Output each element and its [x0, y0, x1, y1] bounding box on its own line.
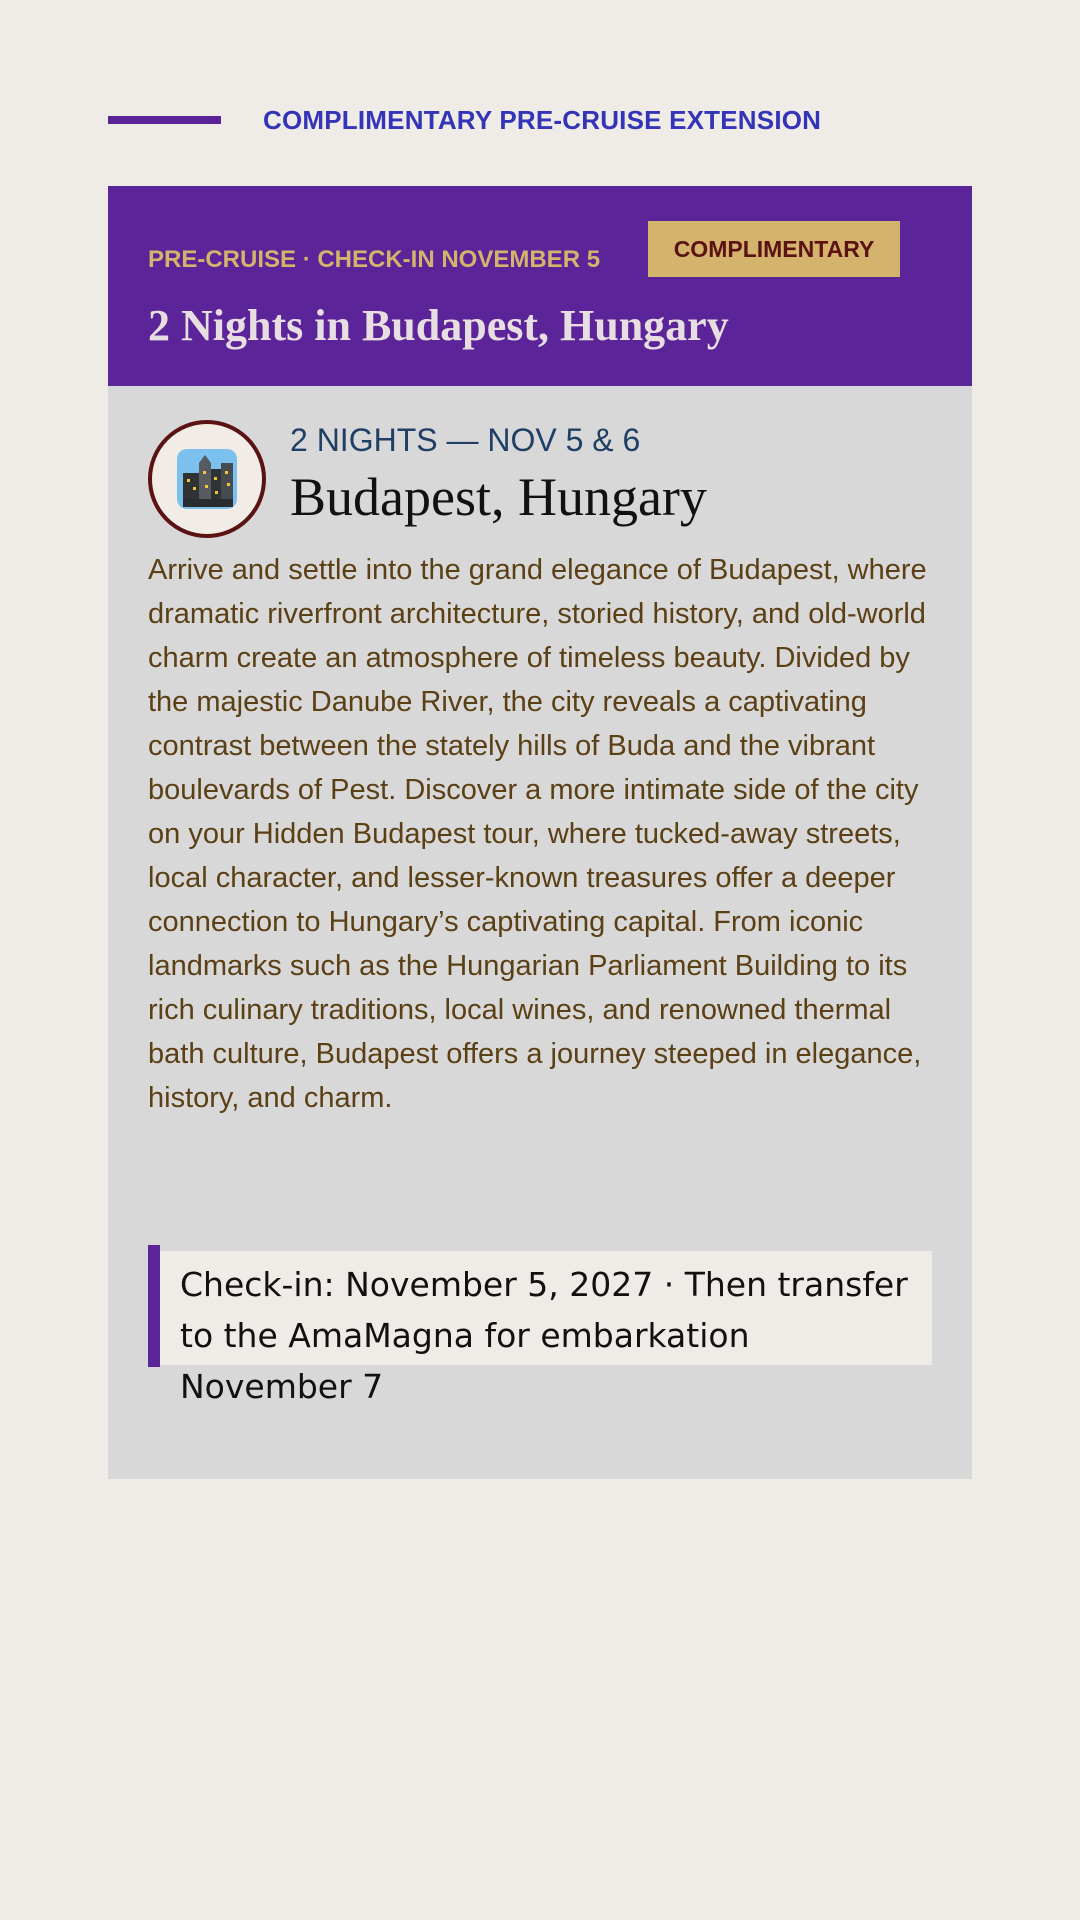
- banner-kicker: PRE-CRUISE · CHECK-IN NOVEMBER 5: [148, 246, 601, 273]
- checkin-text: Check-in: November 5, 2027 · Then transfer to the AmaMagna for embarkation November 7: [160, 1251, 932, 1365]
- stay-dates: 2 NIGHTS — NOV 5 & 6: [290, 422, 641, 458]
- description-text: Arrive and settle into the grand elegance of Budapest, where dramatic riverfront architecture, storied history, and old-world charm create an atmosphere of timeless beauty. Divided by the majestic Danube River, the city reveals a captivating contrast between the stately hills of Buda and the vibrant boulevards of Pest. Discover a more intimate side of the city on your Hidden Budapest tour, where tucked-away streets, local character, and lesser-known treasures offer a deeper connection to Hungary’s captivating capital. From iconic landmarks such as the Hungarian Parliament Building to its rich culinary traditions, local wines, and renowned thermal bath culture, Budapest offers a journey steeped in elegance, history, and charm.: [148, 554, 927, 1114]
- complimentary-badge: COMPLIMENTARY: [648, 221, 900, 277]
- banner-title: 2 Nights in Budapest, Hungary: [148, 301, 729, 350]
- section-header: [108, 100, 972, 140]
- location-name: Budapest, Hungary: [290, 467, 707, 527]
- card-banner: [108, 186, 972, 386]
- checkin-callout: [148, 1245, 932, 1406]
- cityscape-icon: [175, 447, 239, 511]
- section-header-label: COMPLIMENTARY PRE-CRUISE EXTENSION: [263, 104, 822, 135]
- accent-rule: [108, 116, 221, 124]
- extension-card: [108, 186, 972, 1479]
- location-row: [148, 420, 938, 540]
- callout-accent-bar: [148, 1245, 160, 1367]
- city-avatar: [148, 420, 266, 538]
